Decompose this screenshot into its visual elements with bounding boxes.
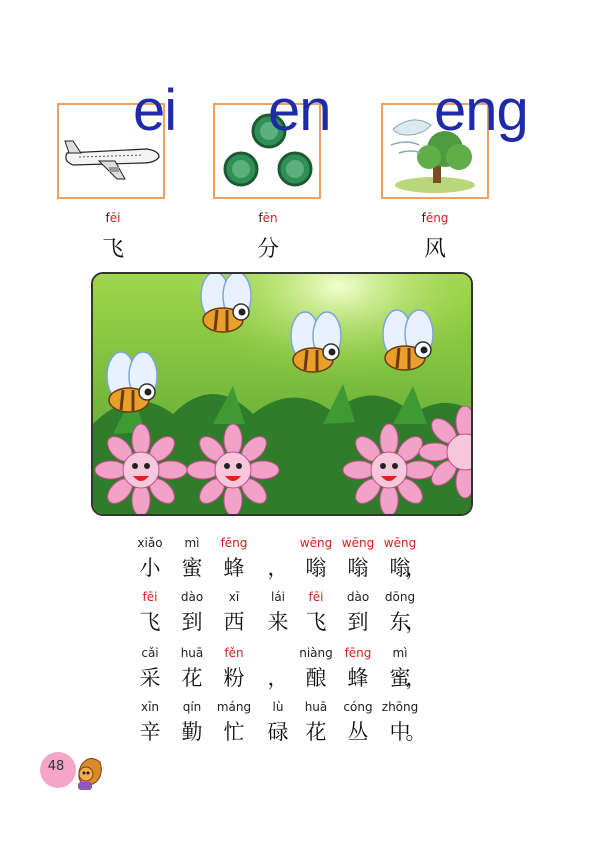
word-pinyin-feng: fēng <box>421 211 449 225</box>
poem-pinyin: dào <box>346 590 370 604</box>
poem-hanzi: 到 <box>181 610 203 634</box>
poem-hanzi: 嗡 <box>389 556 411 580</box>
poem-hanzi: 粉 <box>223 666 245 690</box>
page-number: 48 <box>47 759 65 774</box>
poem-hanzi: 酿 <box>305 666 327 690</box>
word-hanzi-feng: 风 <box>423 237 446 262</box>
poem-hanzi: 蜂 <box>223 556 245 580</box>
word-hanzi-fei: 飞 <box>101 237 124 262</box>
final-ei: ei <box>133 78 177 143</box>
poem-hanzi: ， <box>405 666 427 690</box>
poem-hanzi: 西 <box>223 610 245 634</box>
poem-hanzi: 蜂 <box>347 666 369 690</box>
poem-hanzi: 飞 <box>139 610 161 634</box>
poem-hanzi: 。 <box>405 720 427 744</box>
poem-pinyin: fēi <box>308 590 324 604</box>
poem-hanzi: 嗡 <box>347 556 369 580</box>
poem-hanzi: 蜜 <box>389 666 411 690</box>
poem-hanzi: 蜜 <box>181 556 203 580</box>
poem-pinyin: huā <box>180 646 204 660</box>
poem-pinyin: zhōng <box>381 700 419 714</box>
poem-pinyin: fěn <box>224 646 244 660</box>
poem-pinyin: qín <box>182 700 202 714</box>
poem-hanzi: 丛 <box>347 720 369 744</box>
poem-hanzi: 勤 <box>181 720 203 744</box>
poem-hanzi: ， <box>267 666 289 690</box>
word-pinyin-fen: fēn <box>258 211 278 225</box>
poem-hanzi: 中 <box>389 720 411 744</box>
poem-pinyin: fēi <box>142 590 158 604</box>
poem-pinyin: cóng <box>343 700 373 714</box>
poem-hanzi: 嗡 <box>305 556 327 580</box>
word-pinyin-fei: fēi <box>105 211 121 225</box>
poem-pinyin: wēng <box>299 536 333 550</box>
squirrel-icon <box>78 758 101 790</box>
poem-pinyin: fēng <box>220 536 248 550</box>
poem-hanzi: ， <box>267 556 289 580</box>
poem-pinyin: xiǎo <box>137 536 163 550</box>
poem-hanzi: ， <box>405 556 427 580</box>
poem-hanzi: 辛 <box>139 720 161 744</box>
poem-pinyin: lù <box>272 700 284 714</box>
poem-hanzi: 采 <box>139 666 161 690</box>
poem-pinyin: cǎi <box>141 646 159 660</box>
poem-pinyin: mì <box>392 646 408 660</box>
poem-hanzi: 东 <box>389 610 411 634</box>
poem-hanzi: 小 <box>139 556 161 580</box>
poem-pinyin: lái <box>270 590 286 604</box>
bees-flowers-illustration <box>91 272 473 516</box>
poem-hanzi: 碌 <box>267 720 289 744</box>
final-en: en <box>268 78 331 143</box>
poem-pinyin: dào <box>180 590 204 604</box>
poem-pinyin: wēng <box>341 536 375 550</box>
poem-pinyin: huā <box>304 700 328 714</box>
poem-hanzi: 飞 <box>305 610 327 634</box>
poem-pinyin: xīn <box>140 700 160 714</box>
word-hanzi-fen: 分 <box>256 237 279 262</box>
poem-hanzi: ， <box>405 610 427 634</box>
poem-hanzi: 花 <box>305 720 327 744</box>
poem-hanzi: 到 <box>347 610 369 634</box>
poem-hanzi: 来 <box>267 610 289 634</box>
poem-pinyin: dōng <box>384 590 416 604</box>
poem-pinyin: niàng <box>299 646 333 660</box>
poem-pinyin: fēng <box>344 646 372 660</box>
poem-pinyin: mì <box>184 536 200 550</box>
poem-hanzi: 花 <box>181 666 203 690</box>
poem-pinyin: wēng <box>383 536 417 550</box>
poem-pinyin: xī <box>228 590 240 604</box>
poem-hanzi: 忙 <box>223 720 245 744</box>
poem-pinyin: máng <box>216 700 252 714</box>
final-eng: eng <box>434 78 528 143</box>
